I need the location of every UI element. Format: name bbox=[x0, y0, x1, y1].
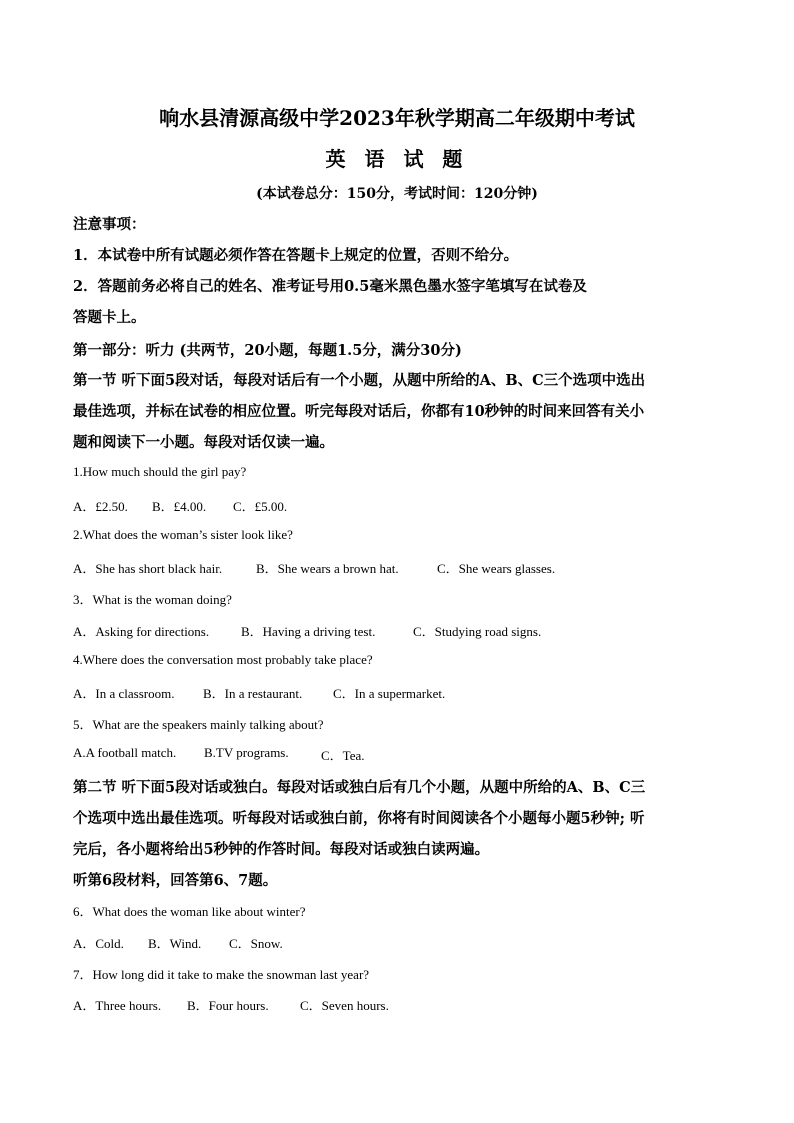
question-1-stem: 1.How much should the girl pay? bbox=[73, 464, 247, 479]
section2-instructions-2: 个选项中选出最佳选项。听每段对话或独白前，你将有时间阅读各个小题每小题5秒钟; 听 bbox=[73, 810, 645, 827]
question-4-option-b: B．In a restaurant. bbox=[203, 686, 303, 701]
notes-heading: 注意事项： bbox=[73, 216, 146, 233]
question-2-option-b: B．She wears a brown hat. bbox=[256, 561, 399, 576]
question-5-option-a: A.A football match. bbox=[73, 745, 177, 760]
section1-instructions-3: 题和阅读下一小题。每段对话仅读一遍。 bbox=[73, 434, 334, 451]
question-1-option-a: A．£2.50. bbox=[73, 499, 128, 514]
question-7-option-c: C．Seven hours. bbox=[300, 998, 389, 1013]
question-6-option-a: A．Cold. bbox=[73, 936, 124, 951]
question-7-option-b: B．Four hours. bbox=[187, 998, 269, 1013]
question-4-option-c: C．In a supermarket. bbox=[333, 686, 446, 701]
question-6-option-b: B．Wind. bbox=[148, 936, 202, 951]
question-1-option-b: B．£4.00. bbox=[152, 499, 207, 514]
question-5-option-c: C．Tea. bbox=[321, 748, 365, 763]
question-3-stem: 3．What is the woman doing? bbox=[73, 592, 232, 607]
question-2-stem: 2.What does the woman’s sister look like? bbox=[73, 527, 293, 542]
section2-instructions-1: 第二节 听下面5段对话或独白。每段对话或独白后有几个小题，从题中所给的A、B、C三 bbox=[73, 779, 646, 796]
section1-instructions-1: 第一节 听下面5段对话，每段对话后有一个小题，从题中所给的A、B、C三个选项中选出 bbox=[73, 372, 646, 389]
question-3-option-c: C．Studying road signs. bbox=[413, 624, 542, 639]
question-6-stem: 6．What does the woman like about winter? bbox=[73, 904, 306, 919]
question-4-stem: 4.Where does the conversation most probably take place? bbox=[73, 652, 373, 667]
note-item-1: 1．本试卷中所有试题必须作答在答题卡上规定的位置，否则不给分。 bbox=[73, 247, 519, 264]
question-2-option-a: A．She has short black hair. bbox=[73, 561, 223, 576]
passage-6-heading: 听第6段材料，回答第6、7题。 bbox=[73, 872, 278, 889]
question-7-option-a: A．Three hours. bbox=[73, 998, 162, 1013]
question-3-option-b: B．Having a driving test. bbox=[241, 624, 376, 639]
question-2-option-c: C．She wears glasses. bbox=[437, 561, 556, 576]
question-6-option-c: C．Snow. bbox=[229, 936, 283, 951]
question-4-option-a: A．In a classroom. bbox=[73, 686, 175, 701]
section1-instructions-2: 最佳选项，并标在试卷的相应位置。听完每段对话后，你都有10秒钟的时间来回答有关小 bbox=[73, 403, 645, 420]
subject-title: 英 语 试 题 bbox=[325, 147, 469, 171]
question-5-option-b: B.TV programs. bbox=[204, 745, 289, 760]
question-1-option-c: C．£5.00. bbox=[233, 499, 288, 514]
exam-meta: (本试卷总分：150分，考试时间：120分钟) bbox=[256, 186, 538, 202]
note-item-2: 2．答题前务必将自己的姓名、准考证号用0.5毫米黑色墨水签字笔填写在试卷及 bbox=[73, 278, 587, 295]
part1-heading: 第一部分：听力 (共两节，20小题，每题1.5分，满分30分) bbox=[73, 342, 462, 359]
note-item-2-cont: 答题卡上。 bbox=[73, 309, 146, 326]
question-5-stem: 5．What are the speakers mainly talking about? bbox=[73, 717, 324, 732]
question-7-stem: 7．How long did it take to make the snowman last year? bbox=[73, 967, 370, 982]
question-3-option-a: A．Asking for directions. bbox=[73, 624, 210, 639]
section2-instructions-3: 完后，各小题将给出5秒钟的作答时间。每段对话或独白读两遍。 bbox=[73, 841, 490, 858]
exam-title: 响水县清源高级中学2023年秋学期高二年级期中考试 bbox=[159, 106, 635, 130]
